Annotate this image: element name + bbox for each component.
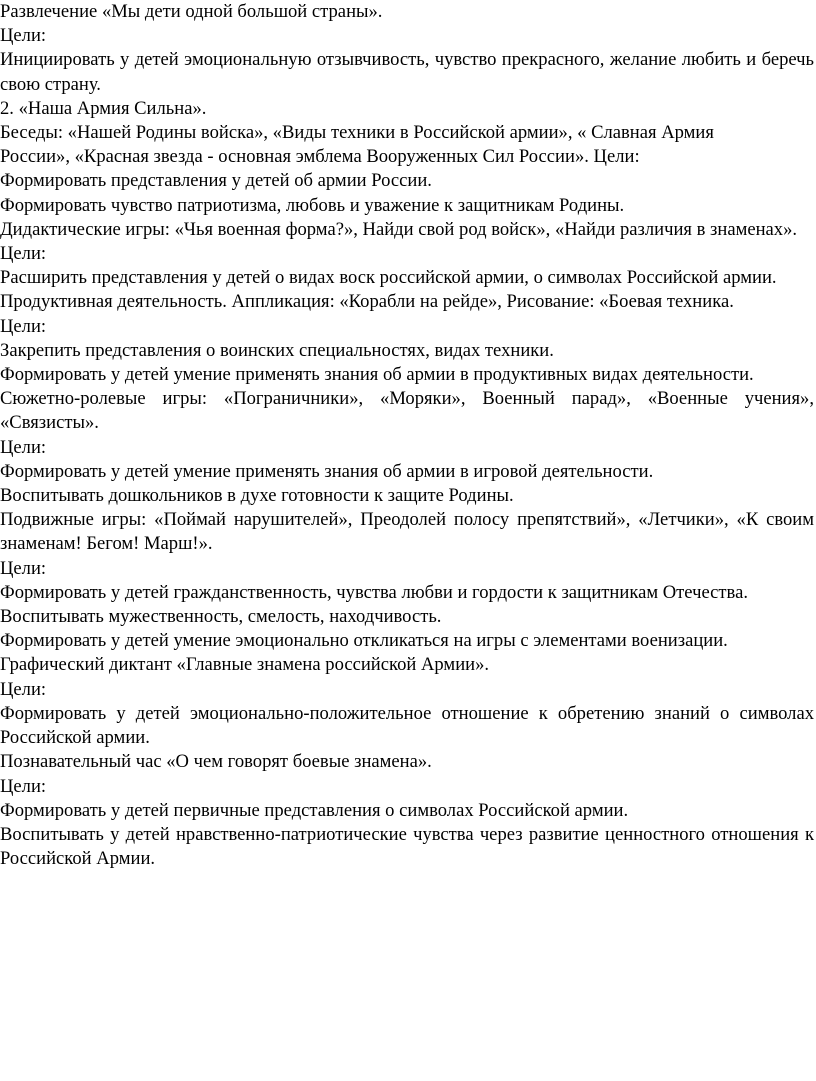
paragraph: Графический диктант «Главные знамена российской Армии». [0,654,490,676]
paragraph: Формировать у детей гражданственность, чувства любви и гордости к защитникам Отечества. [0,581,748,603]
paragraph: Воспитывать у детей нравственно-патриотические чувства через развитие ценностного отношения к Российской Армии. [0,823,814,870]
paragraph: Развлечение «Мы дети одной большой страны». [0,1,383,22]
paragraph: Подвижные игры: «Поймай нарушителей», Преодолей полосу препятствий», «Летчики», «К своим знаменам! Бегом! Марш!». [0,509,814,555]
paragraph: Дидактические игры: «Чья военная форма?», Найди свой род войск», «Найди различия в знаменах». [0,218,798,240]
paragraph: 2. «Наша Армия Сильна». [0,97,207,119]
paragraph: России», «Красная звезда - основная эмблема Вооруженных Сил России». Цели: [0,146,640,168]
paragraph: Познавательный час «О чем говорят боевые знамена». [0,751,432,773]
paragraph: Цели: [0,775,47,797]
paragraph: Формировать у детей эмоционально-положительное отношение к обретению знаний о символах Российской армии. [0,702,814,749]
paragraph: Воспитывать мужественность, смелость, находчивость. [0,606,442,628]
paragraph: Беседы: «Нашей Родины войска», «Виды техники в Российской армии», « Славная Армия [0,122,714,144]
paragraph: Инициировать у детей эмоциональную отзывчивость, чувство прекрасного, желание любить и беречь свою страну. [0,49,814,95]
paragraph: Формировать у детей умение применять знания об армии в игровой деятельности. [0,460,654,482]
paragraph: Цели: [0,436,47,458]
paragraph: Воспитывать дошкольников в духе готовности к защите Родины. [0,485,514,507]
paragraph: Расширить представления у детей о видах воск российской армии, о символах Российской армии. [0,267,777,289]
paragraph: Формировать у детей первичные представления о символах Российской армии. [0,799,629,821]
paragraph: Цели: [0,243,47,265]
paragraph: Формировать представления у детей об армии России. [0,170,432,192]
paragraph: Продуктивная деятельность. Аппликация: «Корабли на рейде», Рисование: «Боевая техника. [0,291,734,313]
paragraph: Сюжетно-ролевые игры: «Пограничники», «Моряки», Военный парад», «Военные учения», «Связисты». [0,388,814,434]
paragraph: Закрепить представления о воинских специальностях, видах техники. [0,339,554,361]
paragraph: Цели: [0,315,47,337]
paragraph: Формировать у детей умение применять знания об армии в продуктивных видах деятельности. [0,364,754,386]
paragraph: Формировать у детей умение эмоционально откликаться на игры с элементами военизации. [0,630,728,652]
paragraph: Цели: [0,678,47,700]
paragraph: Цели: [0,557,47,579]
paragraph: Формировать чувство патриотизма, любовь и уважение к защитникам Родины. [0,194,625,216]
paragraph: Цели: [0,25,47,47]
